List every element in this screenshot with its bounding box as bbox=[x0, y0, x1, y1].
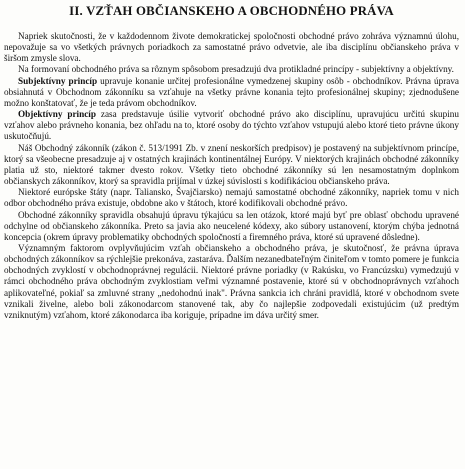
paragraph-1 bbox=[4, 31, 459, 64]
paragraph-5 bbox=[4, 143, 459, 188]
paragraph-4-text: zasa predstavuje úsilie vytvoriť obchodné právo ako disciplínu, upravujúcu určitú skupinu vzťahov alebo právneho konania, bez ohľadu na to, ktoré osoby do týchto vzťahov vstupujú alebo ktoré tieto právne úkony uskutočňujú. bbox=[4, 109, 459, 142]
objective-principle-term: Objektívny princíp bbox=[18, 109, 96, 120]
paragraph-2-text: Na formovaní obchodného práva sa rôznym spôsobom presadzujú dva protikladné princípy - subjektívny a objektívny. bbox=[18, 64, 454, 75]
paragraph-6-text: Niektoré európske štáty (napr. Taliansko, Švajčiarsko) nemajú samostatné obchodné zákonníky, napriek tomu v nich odbor obchodného práva existuje, obdobne ako v štátoch, ktoré kodifikovali obchodné právo. bbox=[4, 187, 459, 209]
paragraph-6 bbox=[4, 187, 459, 209]
paragraph-3 bbox=[4, 76, 459, 109]
paragraph-7-text: Obchodné zákonníky spravidla obsahujú úpravu týkajúcu sa len otázok, ktoré majú byť pre oblasť obchodu upravené odchylne od občianskeho zákonníka. Preto sa javia ako neucelené kódexy, ako súbory ustanovení, ktorým chýba jednotná koncepcia (okrem úpravy problematiky obchodných spoločností a firemného práva, ktoré sú upravené dôsledne). bbox=[4, 209, 459, 242]
paragraph-8 bbox=[4, 243, 459, 321]
paragraph-3-text: upravuje konanie určitej profesionálne vymedzenej skupiny osôb - obchodníkov. Právna úprava obsiahnutá v Obchodnom zákonníku sa vzťahuje na všetky právne konania tejto profesionálnej skupiny; zjednodušene možno konštatovať, že je teda právom obchodníkov. bbox=[4, 75, 459, 108]
paragraph-8-text: Významným faktorom ovplyvňujúcim vzťah občianskeho a obchodného práva, je skutočnosť, že právna úprava obchodných zákonníkov sa rýchlejšie prekonáva, zastaráva. Ďalším nezanedbateľným činiteľom v tomto pomere je funkcia obchodných zvyklostí v obchodnoprávnej regulácii. Niektoré právne poriadky (v Rakúsku, vo Francúzsku) vymedzujú v rámci obchodného práva obchodným zvyklostiam veľmi významné postavenie, ktoré sú v obchodnoprávnych vzťahoch aplikovateľné, pokiaľ sa zmluvné strany „nedohodnú inak". Právna sankcia ich chráni pravidlá, ktoré v obchodnom svete vznikali živelne, alebo boli zákonodarcom stanovené tak, aby čo najlepšie zodpovedali existujúcim (už predtým vzniknutým) vzťahom, ktoré zákonodarca iba koriguje, prípadne im dáva určitý smer. bbox=[4, 242, 459, 320]
paragraph-2 bbox=[4, 64, 459, 75]
paragraph-5-text: Náš Obchodný zákonník (zákon č. 513/1991 Zb. v znení neskorších predpisov) je postavený na subjektívnom princípe, ktorý sa všeobecne presadzuje aj v ostatných krajinách kontinentálnej Európy. V niektorých krajinách obchodné zákonníky platia už sto, niektoré takmer dvesto rokov. Všetky tieto obchodné zákonníky sú len nesamostatným doplnkom občianskych zákonníkov, ktorý sa spravidla prijímal v úzkej súvislosti s kodifikáciou občianskeho práva. bbox=[4, 142, 459, 187]
paragraph-1-text: Napriek skutočnosti, že v každodennom živote demokratickej spoločnosti obchodné právo zohráva významnú úlohu, nepovažuje sa vo všetkých právnych poriadkoch za samostatné právo odvetvie, ale iba disciplínu občianskeho práva v širšom zmysle slova. bbox=[4, 31, 459, 64]
subjective-principle-term: Subjektívny princíp bbox=[18, 75, 98, 86]
page-title: II. VZŤAH OBČIANSKEHO A OBCHODNÉHO PRÁVA bbox=[69, 4, 394, 18]
paragraph-4 bbox=[4, 109, 459, 142]
paragraph-7 bbox=[4, 210, 459, 243]
